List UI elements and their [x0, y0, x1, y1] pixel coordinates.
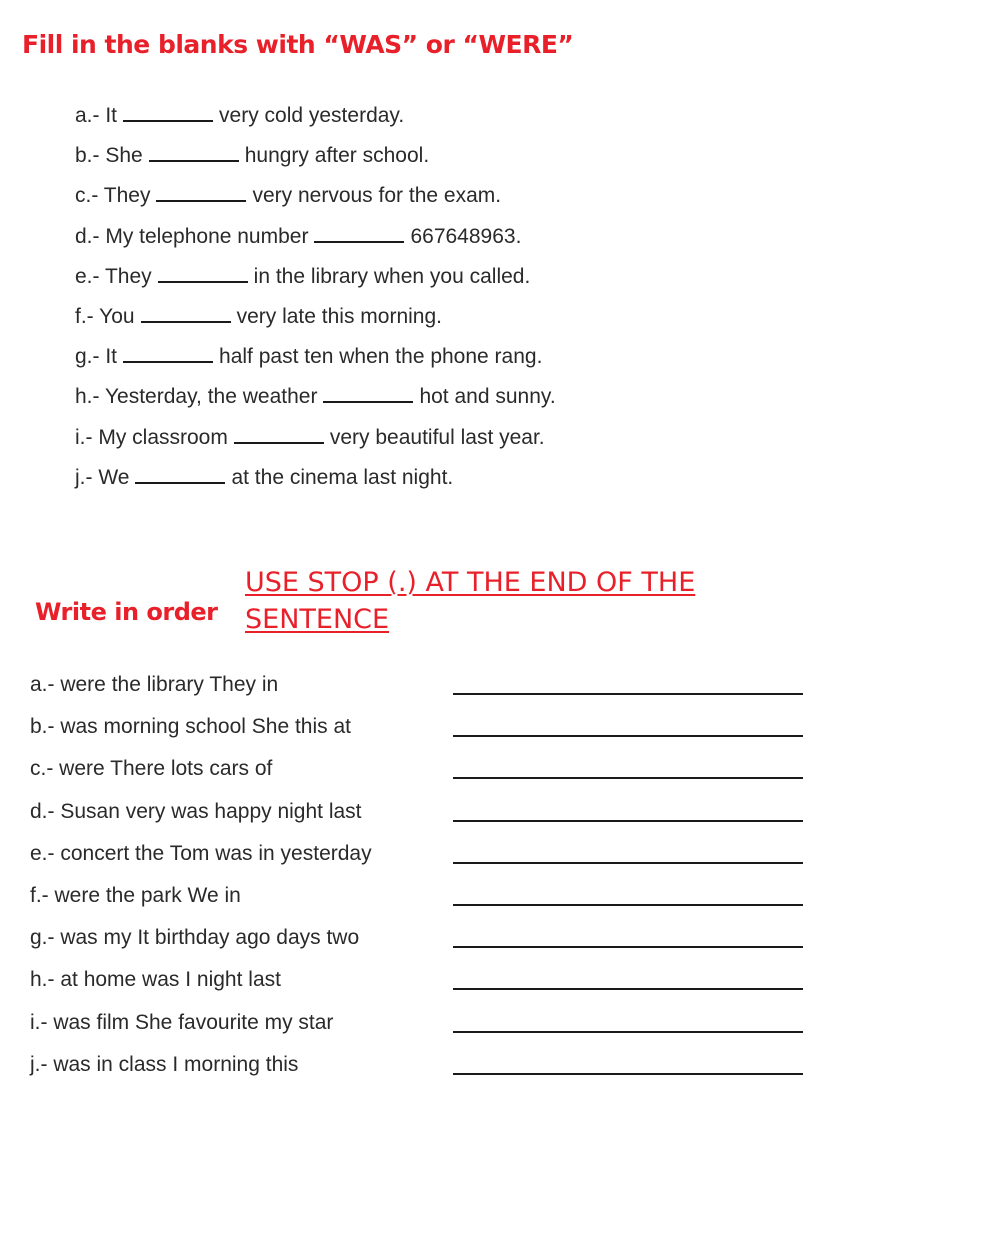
sentence-end: hot and sunny. [419, 385, 556, 409]
answer-line[interactable] [453, 904, 803, 906]
sentence-end: very beautiful last year. [329, 425, 545, 449]
scrambled-sentence: e.- concert the Tom was in yesterday [30, 841, 372, 865]
sentence-end: half past ten when the phone rang. [219, 345, 543, 369]
sentence-start: e.- They [75, 264, 152, 288]
fill-item-i [75, 422, 556, 462]
answer-line[interactable] [453, 735, 803, 737]
fill-item-c [75, 180, 556, 220]
fill-item-g [75, 341, 556, 381]
sentence-end: 667648963. [410, 224, 522, 248]
order-item-d [30, 797, 805, 839]
instruction-note: USE STOP (.) AT THE END OF THE SENTENCE [245, 567, 696, 635]
answer-line[interactable] [453, 862, 803, 864]
answer-line[interactable] [453, 820, 803, 822]
fill-item-a [75, 100, 556, 140]
sentence-start: j.- We [75, 465, 130, 489]
order-item-f [30, 881, 805, 923]
blank-line[interactable] [123, 341, 213, 363]
scrambled-sentence: i.- was film She favourite my star [30, 1010, 334, 1034]
scrambled-sentence: b.- was morning school She this at [30, 715, 351, 739]
sentence-end: hungry after school. [244, 144, 430, 168]
order-item-b [30, 712, 805, 754]
answer-line[interactable] [453, 1073, 803, 1075]
fill-in-blanks-list [75, 100, 556, 502]
order-item-j [30, 1050, 805, 1092]
scrambled-sentence: f.- were the park We in [30, 883, 241, 907]
order-item-e [30, 839, 805, 881]
blank-line[interactable] [149, 140, 239, 162]
sentence-start: c.- They [75, 184, 151, 208]
sentence-end: very late this morning. [236, 304, 442, 328]
fill-item-d [75, 221, 556, 261]
answer-line[interactable] [453, 1031, 803, 1033]
fill-in-blanks-title: Fill in the blanks with “WAS” or “WERE” [22, 30, 574, 59]
sentence-end: at the cinema last night. [231, 465, 454, 489]
answer-line[interactable] [453, 693, 803, 695]
sentence-end: very cold yesterday. [219, 104, 405, 127]
blank-line[interactable] [158, 261, 248, 283]
scrambled-sentence: c.- were There lots cars of [30, 757, 273, 781]
scrambled-sentence: j.- was in class I morning this [30, 1052, 299, 1076]
scrambled-sentence: d.- Susan very was happy night last [30, 799, 362, 823]
sentence-start: g.- It [75, 345, 118, 369]
fill-item-b [75, 140, 556, 180]
order-item-g [30, 923, 805, 965]
blank-line[interactable] [141, 301, 231, 323]
fill-item-f [75, 301, 556, 341]
blank-line[interactable] [123, 100, 213, 122]
scrambled-sentence: g.- was my It birthday ago days two [30, 926, 360, 950]
blank-line[interactable] [135, 462, 225, 484]
order-item-i [30, 1008, 805, 1050]
scrambled-sentence: a.- were the library They in [30, 673, 279, 696]
sentence-start: a.- It [75, 104, 118, 127]
fill-item-e [75, 261, 556, 301]
blank-line[interactable] [314, 221, 404, 243]
sentence-start: h.- Yesterday, the weather [75, 385, 318, 409]
fill-item-h [75, 381, 556, 421]
blank-line[interactable] [323, 381, 413, 403]
sentence-start: i.- My classroom [75, 425, 228, 449]
sentence-end: very nervous for the exam. [252, 184, 502, 208]
answer-line[interactable] [453, 946, 803, 948]
fill-item-j [75, 462, 556, 502]
order-item-c [30, 754, 805, 796]
blank-line[interactable] [156, 180, 246, 202]
sentence-start: b.- She [75, 144, 143, 168]
answer-line[interactable] [453, 777, 803, 779]
order-item-a [30, 670, 805, 712]
answer-line[interactable] [453, 988, 803, 990]
write-in-order-list [30, 670, 805, 1092]
scrambled-sentence: h.- at home was I night last [30, 968, 281, 992]
order-item-h [30, 965, 805, 1007]
sentence-start: f.- You [75, 304, 135, 328]
blank-line[interactable] [234, 422, 324, 444]
sentence-end: in the library when you called. [253, 264, 531, 288]
write-in-order-title: Write in order [35, 598, 218, 626]
sentence-start: d.- My telephone number [75, 224, 309, 248]
